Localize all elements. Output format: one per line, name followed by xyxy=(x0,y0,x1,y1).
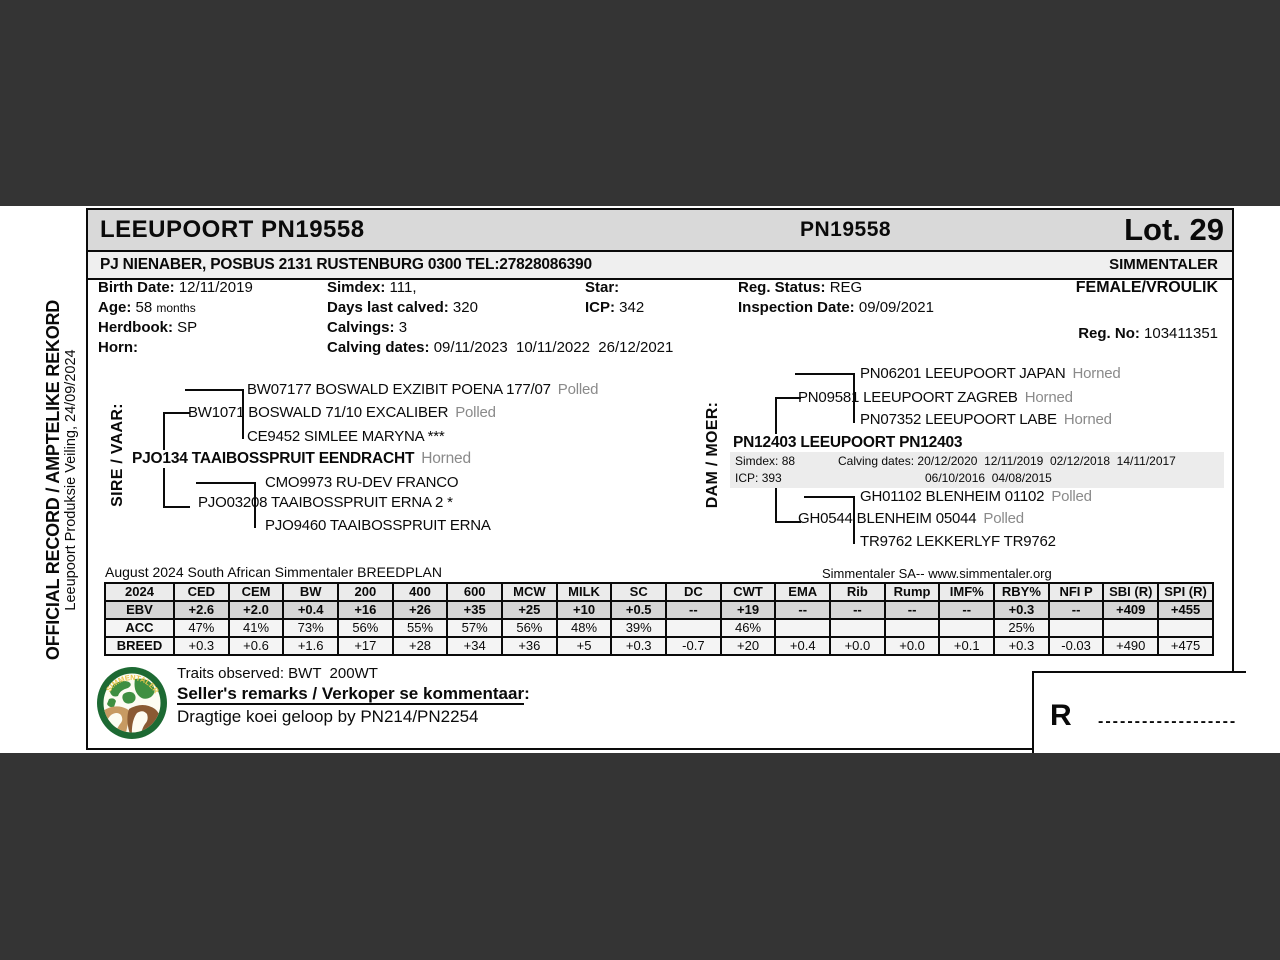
document-page xyxy=(0,206,1280,753)
official-record-label: OFFICIAL RECORD / AMPTELIKE REKORD xyxy=(43,299,63,661)
price-entry-box xyxy=(1032,671,1246,753)
table-cell: 56% xyxy=(502,619,557,637)
table-cell: +2.0 xyxy=(229,601,284,619)
owner-contact: PJ NIENABER, POSBUS 2131 RUSTENBURG 0300 TEL:27828086390 xyxy=(100,256,592,273)
table-cell: +0.3 xyxy=(174,637,229,655)
breed-label: SIMMENTALER xyxy=(1109,256,1218,273)
table-cell: +0.5 xyxy=(611,601,666,619)
sire-section-label: SIRE / VAAR: xyxy=(109,403,126,507)
sire-upper-bracket xyxy=(185,389,244,439)
calving-dates-field: Calving dates: 09/11/2023 10/11/2022 26/12/2021 xyxy=(327,339,674,356)
table-cell xyxy=(1158,619,1213,637)
column-header: CED xyxy=(174,583,229,601)
dam-lower-bracket xyxy=(804,496,855,544)
table-cell: -- xyxy=(885,601,940,619)
price-blank-line: ------------------- xyxy=(1098,713,1238,730)
icp-field: ICP: 342 xyxy=(585,299,645,316)
table-cell xyxy=(666,619,721,637)
table-cell: +1.6 xyxy=(283,637,338,655)
column-header: 600 xyxy=(447,583,502,601)
table-cell: +0.3 xyxy=(994,637,1049,655)
table-row xyxy=(105,601,1213,619)
table-cell: +0.1 xyxy=(939,637,994,655)
pedigree-dam-gd-dam: TR9762 LEKKERLYF TR9762 xyxy=(860,533,1056,550)
table-header-row xyxy=(105,583,1213,601)
breedplan-caption: August 2024 South African Simmentaler BREEDPLAN xyxy=(105,564,442,580)
row-label: BREED xyxy=(105,637,174,655)
column-header: RBY% xyxy=(994,583,1049,601)
title-bar xyxy=(88,210,1232,252)
column-header: MCW xyxy=(502,583,557,601)
table-cell: +0.6 xyxy=(229,637,284,655)
pedigree-sire: PJO134 TAAIBOSSPRUIT EENDRACHT Horned xyxy=(132,450,474,468)
reg-status-field: Reg. Status: REG xyxy=(738,279,863,296)
table-cell xyxy=(885,619,940,637)
column-header: IMF% xyxy=(939,583,994,601)
table-cell: +28 xyxy=(393,637,448,655)
seller-remarks-text: Dragtige koei geloop by PN214/PN2254 xyxy=(177,707,479,726)
table-cell: 46% xyxy=(721,619,776,637)
pedigree-dam-gd-sire: GH01102 BLENHEIM 01102 Polled xyxy=(860,488,1092,505)
column-header: 400 xyxy=(393,583,448,601)
table-cell: +475 xyxy=(1158,637,1213,655)
column-header: CEM xyxy=(229,583,284,601)
sex-label: FEMALE/VROULIK xyxy=(1075,279,1218,296)
column-header: Rump xyxy=(885,583,940,601)
table-cell: 25% xyxy=(994,619,1049,637)
reg-no-field: Reg. No: 103411351 xyxy=(1078,325,1218,342)
column-header: MILK xyxy=(557,583,612,601)
table-cell: +26 xyxy=(393,601,448,619)
table-cell: 55% xyxy=(393,619,448,637)
page-title: LEEUPOORT PN19558 xyxy=(100,216,365,243)
table-cell: +455 xyxy=(1158,601,1213,619)
star-field: Star: xyxy=(585,279,620,296)
horn-field: Horn: xyxy=(98,339,138,356)
pedigree-dam-gs-sire: PN06201 LEEUPOORT JAPAN Horned xyxy=(860,365,1121,382)
table-cell xyxy=(1103,619,1158,637)
calvings-field: Calvings: 3 xyxy=(327,319,408,336)
table-cell: +19 xyxy=(721,601,776,619)
main-record-box xyxy=(86,208,1238,750)
pedigree-sire-gs-dam: CE9452 SIMLEE MARYNA *** xyxy=(247,428,445,445)
table-cell: +2.6 xyxy=(174,601,229,619)
table-cell xyxy=(830,619,885,637)
table-row xyxy=(105,619,1213,637)
column-header: 200 xyxy=(338,583,393,601)
pedigree-sire-gs-sire: BW07177 BOSWALD EXZIBIT POENA 177/07 Polled xyxy=(247,381,599,398)
table-cell: -- xyxy=(939,601,994,619)
dam-icp-field: ICP: 393 xyxy=(735,471,782,485)
dam-calving-dates-line2: 06/10/2016 04/08/2015 xyxy=(925,471,1052,485)
row-label: ACC xyxy=(105,619,174,637)
table-cell: 39% xyxy=(611,619,666,637)
table-cell: +409 xyxy=(1103,601,1158,619)
auction-name-label: Leeupoort Produksie Veiling, 24/09/2024 xyxy=(63,349,79,611)
inspection-date-field: Inspection Date: 09/09/2021 xyxy=(738,299,934,316)
table-cell: -- xyxy=(666,601,721,619)
sidebar-vertical-text xyxy=(44,300,80,660)
table-cell: +0.3 xyxy=(611,637,666,655)
pedigree-dam-grand-dam: GH0544 BLENHEIM 05044 Polled xyxy=(798,510,1024,527)
table-cell: +35 xyxy=(447,601,502,619)
table-cell: +490 xyxy=(1103,637,1158,655)
table-cell xyxy=(939,619,994,637)
owner-bar xyxy=(88,252,1232,280)
age-field: Age: 58 months xyxy=(98,299,196,316)
column-header: EMA xyxy=(775,583,830,601)
dam-calving-dates-line1: Calving dates: 20/12/2020 12/11/2019 02/12/2018 14/11/2017 xyxy=(838,454,1176,468)
table-cell: +36 xyxy=(502,637,557,655)
dam-info-band xyxy=(730,452,1224,488)
simmentaler-logo-icon xyxy=(95,665,169,741)
table-cell: -- xyxy=(830,601,885,619)
column-header: SPI (R) xyxy=(1158,583,1213,601)
table-cell: +0.4 xyxy=(775,637,830,655)
table-cell: +0.0 xyxy=(830,637,885,655)
table-cell: +0.4 xyxy=(283,601,338,619)
table-cell: 56% xyxy=(338,619,393,637)
table-cell: -0.7 xyxy=(666,637,721,655)
birth-date-field: Birth Date: 12/11/2019 xyxy=(98,279,253,296)
dam-upper-bracket xyxy=(795,373,855,423)
pedigree-sire-gd-sire: CMO9973 RU-DEV FRANCO xyxy=(265,474,459,491)
simmentaler-sa-caption: Simmentaler SA-- www.simmentaler.org xyxy=(822,566,1052,581)
column-header: Rib xyxy=(830,583,885,601)
table-cell: +0.3 xyxy=(994,601,1049,619)
table-cell: +5 xyxy=(557,637,612,655)
breedplan-table xyxy=(104,582,1214,656)
herdbook-field: Herdbook: SP xyxy=(98,319,198,336)
table-cell xyxy=(775,619,830,637)
table-cell: 41% xyxy=(229,619,284,637)
column-header: CWT xyxy=(721,583,776,601)
table-cell: 47% xyxy=(174,619,229,637)
column-header: SBI (R) xyxy=(1103,583,1158,601)
table-cell: +10 xyxy=(557,601,612,619)
table-cell: 57% xyxy=(447,619,502,637)
table-cell xyxy=(1049,619,1104,637)
days-last-calved-field: Days last calved: 320 xyxy=(327,299,478,316)
table-cell: -- xyxy=(1049,601,1104,619)
dam-simdex-field: Simdex: 88 xyxy=(735,454,796,468)
column-header: BW xyxy=(283,583,338,601)
table-cell: -0.03 xyxy=(1049,637,1104,655)
sire-lower-bracket xyxy=(196,482,256,528)
table-cell: -- xyxy=(775,601,830,619)
dam-section-label: DAM / MOER: xyxy=(704,401,721,509)
table-cell: 48% xyxy=(557,619,612,637)
table-cell: 73% xyxy=(283,619,338,637)
seller-remarks-heading: Seller's remarks / Verkoper se kommentaar: xyxy=(177,684,530,703)
pedigree-dam: PN12403 LEEUPOORT PN12403 xyxy=(733,434,965,452)
table-cell: +25 xyxy=(502,601,557,619)
table-row xyxy=(105,637,1213,655)
pedigree-dam-gs-dam: PN07352 LEEUPOORT LABE Horned xyxy=(860,411,1112,428)
pedigree-sire-grand-dam: PJO03208 TAAIBOSSPRUIT ERNA 2 * xyxy=(198,494,453,511)
simdex-field: Simdex: 111, xyxy=(327,279,417,296)
table-cell: +20 xyxy=(721,637,776,655)
column-header: DC xyxy=(666,583,721,601)
pedigree-sire-grand-sire: BW1071 BOSWALD 71/10 EXCALIBER Polled xyxy=(188,404,496,421)
traits-observed: Traits observed: BWT 200WT xyxy=(177,665,378,682)
lot-number: Lot. 29 xyxy=(1124,212,1224,247)
column-header: NFI P xyxy=(1049,583,1104,601)
pedigree-sire-gd-dam: PJO9460 TAAIBOSSPRUIT ERNA xyxy=(265,517,491,534)
table-cell: +16 xyxy=(338,601,393,619)
pedigree-dam-grand-sire: PN09581 LEEUPOORT ZAGREB Horned xyxy=(798,389,1073,406)
table-cell: +34 xyxy=(447,637,502,655)
table-cell: +17 xyxy=(338,637,393,655)
animal-id: PN19558 xyxy=(800,218,892,241)
svg-text:SIMMENTALER: SIMMENTALER xyxy=(104,673,161,696)
row-label: EBV xyxy=(105,601,174,619)
table-cell: +0.0 xyxy=(885,637,940,655)
column-header: SC xyxy=(611,583,666,601)
currency-symbol: R xyxy=(1050,699,1072,732)
column-header: 2024 xyxy=(105,583,174,601)
